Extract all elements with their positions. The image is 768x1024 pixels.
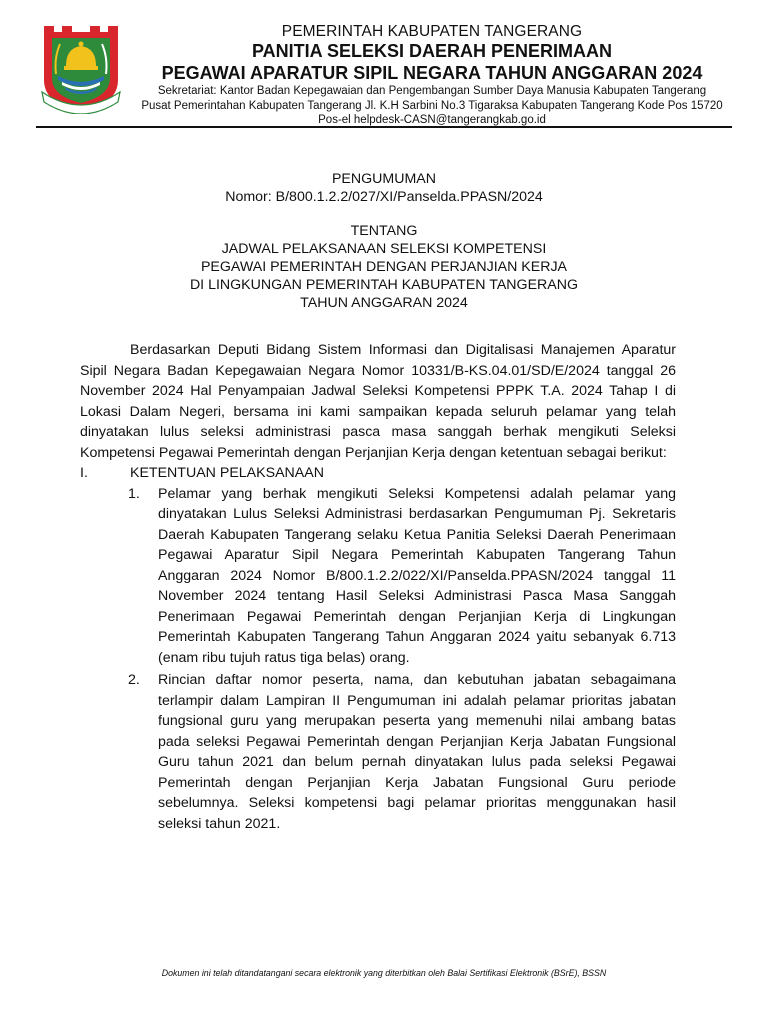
list-item-text: Rincian daftar nomor peserta, nama, dan kebutuhan jabatan sebagaimana terlampir dalam Lampiran II Pengumuman ini adalah pelamar prioritas jabatan fungsional guru yang merupakan peserta yang memenuhi nilai ambang batas pada seleksi Pegawai Pemerintah dengan Perjanjian Kerja Jabatan Fungsional Guru tahun 2021 dan belum pernah dinyatakan lulus pada seleksi Pegawai Pemerintah dengan Perjanjian Kerja Jabatan Fungsional Guru periode sebelumnya. Seleksi kompetensi bagi pelamar prioritas menggunakan hasil seleksi tahun 2021. bbox=[158, 672, 676, 832]
list-item bbox=[80, 484, 676, 669]
intro-paragraph: Berdasarkan Deputi Bidang Sistem Informasi dan Digitalisasi Manajemen Aparatur Sipil Negara Badan Kepegawaian Negara Nomor 10331/B-KS.04.01/SD/E/2024 tanggal 26 November 2024 Hal Penyampaian Jadwal Seleksi Kompetensi PPPK T.A. 2024 Tahap I di Lokasi Dalam Negeri, bersama ini kami sampaikan kepada seluruh pelamar yang telah dinyatakan lulus seleksi administrasi pasca masa sanggah berhak mengikuti Seleksi Kompetensi Pegawai Pemerintah dengan Perjanjian Kerja dengan ketentuan sebagai berikut: bbox=[80, 342, 676, 461]
address-line: Pusat Pemerintahan Kabupaten Tangerang Jl. K.H Sarbini No.3 Tigaraksa Kabupaten Tangerang Kode Pos 15720 bbox=[141, 99, 723, 112]
announcement-heading-block bbox=[0, 170, 768, 206]
letterhead-divider bbox=[36, 126, 732, 128]
secretariat-line: Sekretariat: Kantor Badan Kepegawaian dan Pengembangan Sumber Daya Manusia Kabupaten Tangerang bbox=[157, 85, 707, 97]
section-number: I. bbox=[80, 465, 88, 481]
section-heading bbox=[80, 463, 676, 484]
list-item bbox=[80, 670, 676, 834]
announcement-about: TENTANG bbox=[350, 223, 418, 239]
list-item-number: 2. bbox=[128, 672, 140, 688]
list-item-text: Pelamar yang berhak mengikuti Seleksi Kompetensi adalah pelamar yang dinyatakan Lulus Seleksi Administrasi berdasarkan Pengumuman Pj. Sekretaris Daerah Kabupaten Tangerang selaku Ketua Panitia Seleksi Daerah Penerimaan Pegawai Aparatur Sipil Negara Pemerintah Kabupaten Tangerang Tahun Anggaran 2024 Nomor B/800.1.2.2/022/XI/Panselda.PPASN/2024 tanggal 11 November 2024 tentang Hasil Seleksi Administrasi Pasca Masa Sanggah Penerimaan Pegawai Pemerintah dengan Perjanjian Kerja di Lingkungan Pemerintah Kabupaten Tangerang Tahun Anggaran 2024 yaitu sebanyak 6.713 (enam ribu tujuh ratus tiga belas) orang. bbox=[158, 485, 676, 666]
email-line: Pos-el helpdesk-CASN@tangerangkab.go.id bbox=[318, 114, 546, 126]
committee-name-line1: PANITIA SELEKSI DAERAH PENERIMAAN bbox=[251, 41, 613, 61]
announcement-body bbox=[80, 340, 676, 836]
announcement-heading: PENGUMUMAN bbox=[331, 171, 437, 187]
announcement-number: Nomor: B/800.1.2.2/027/XI/Panselda.PPASN/2024 bbox=[225, 189, 543, 205]
committee-name-line2: PEGAWAI APARATUR SIPIL NEGARA TAHUN ANGGARAN 2024 bbox=[161, 63, 703, 83]
subject-line-2: PEGAWAI PEMERINTAH DENGAN PERJANJIAN KERJA bbox=[200, 259, 568, 275]
section-title: KETENTUAN PELAKSANAAN bbox=[130, 465, 324, 481]
subject-line-3: DI LINGKUNGAN PEMERINTAH KABUPATEN TANGERANG bbox=[189, 277, 579, 293]
kabupaten-tangerang-logo bbox=[40, 22, 122, 114]
subject-line-1: JADWAL PELAKSANAAN SELEKSI KOMPETENSI bbox=[221, 241, 547, 257]
announcement-subject-block bbox=[0, 222, 768, 312]
government-name: PEMERINTAH KABUPATEN TANGERANG bbox=[281, 23, 583, 40]
provision-list bbox=[80, 484, 676, 835]
e-signature-footer: Dokumen ini telah ditandatangani secara elektronik yang diterbitkan oleh Balai Sertifikasi Elektronik (BSrE), BSSN bbox=[161, 968, 607, 978]
letterhead bbox=[126, 22, 738, 128]
subject-line-4: TAHUN ANGGARAN 2024 bbox=[300, 295, 468, 311]
list-item-number: 1. bbox=[128, 485, 140, 502]
